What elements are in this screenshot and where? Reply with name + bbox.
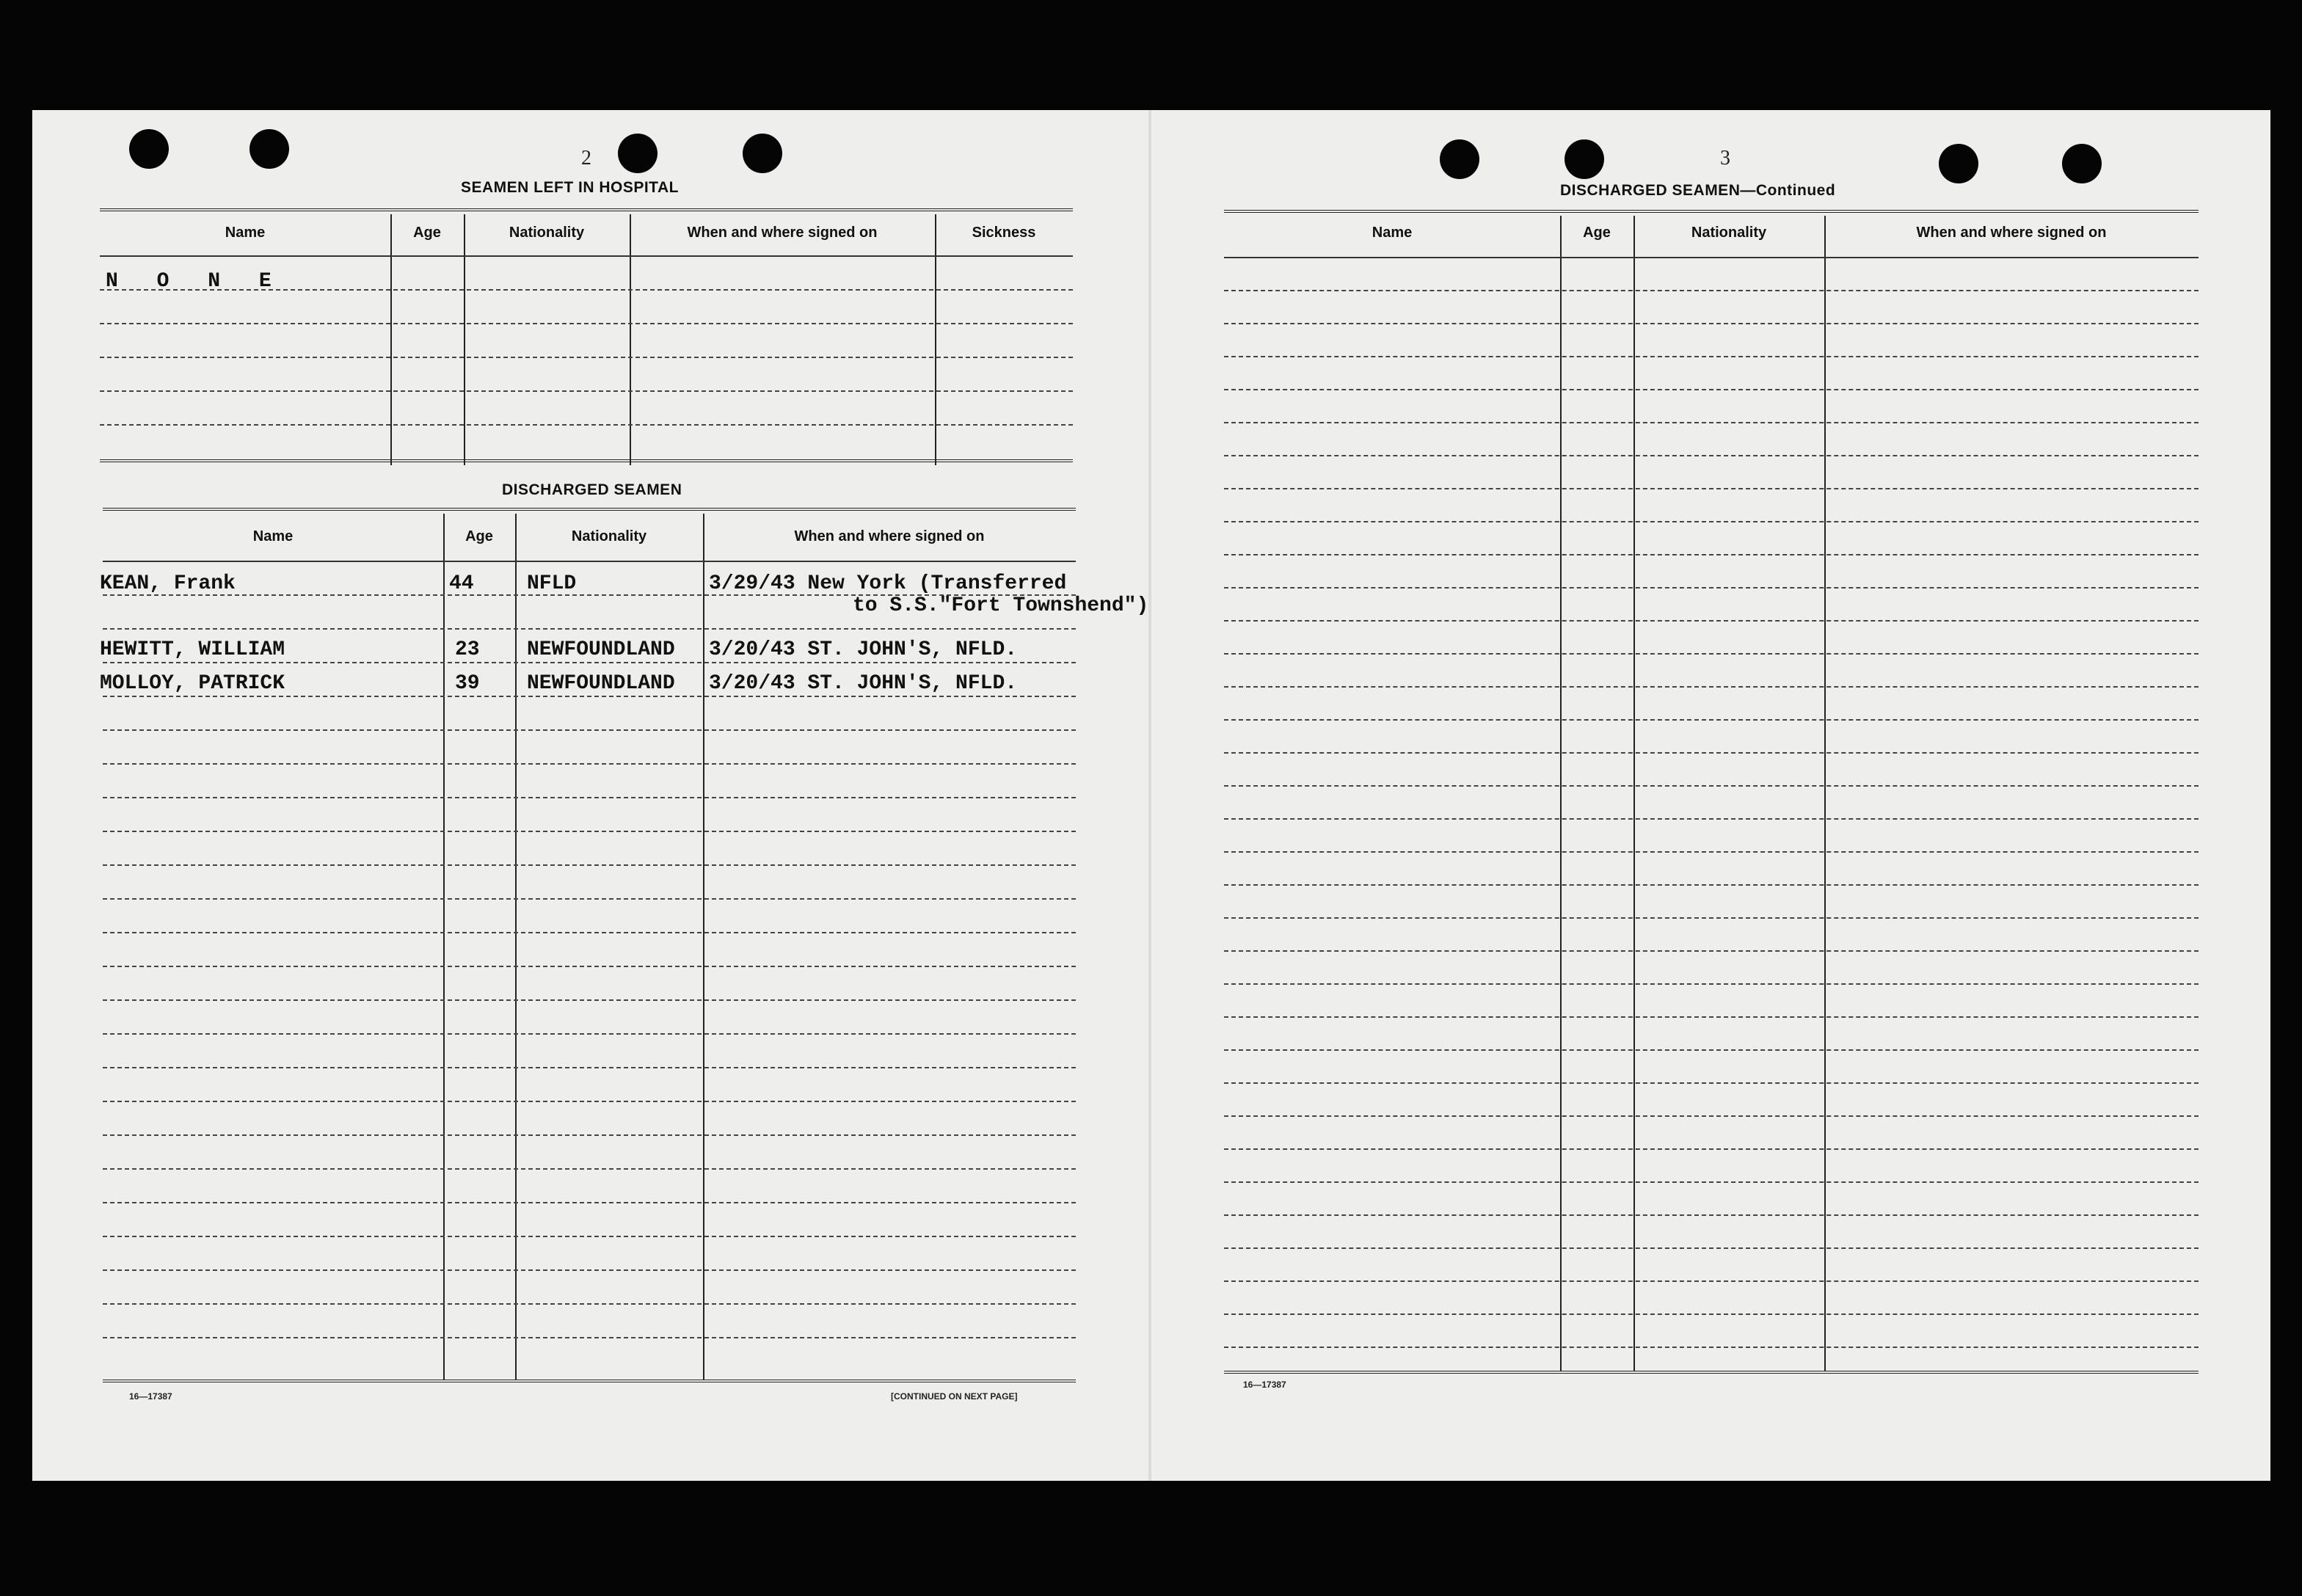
table-top-rule (103, 508, 1076, 511)
row-rule (103, 1269, 1076, 1271)
table-top-rule (100, 208, 1073, 211)
form-code-left: 16—17387 (129, 1391, 172, 1402)
seaman-age: 44 (449, 572, 474, 595)
column-header-nationality: Nationality (509, 225, 585, 241)
punch-hole (249, 129, 289, 169)
column-header-nationality: Nationality (571, 528, 647, 544)
seaman-name: MOLLOY, PATRICK (100, 672, 285, 695)
column-header-age: Age (465, 528, 493, 544)
column-header-name: Name (252, 528, 294, 544)
seaman-signed-on-continued: to S.S."Fort Townshend") (853, 594, 1149, 617)
punch-hole (1565, 139, 1604, 179)
seaman-nationality: NEWFOUNDLAND (527, 638, 675, 661)
row-rule (1224, 1280, 2199, 1282)
row-rule (1224, 488, 2199, 489)
page-number-left: 2 (581, 147, 591, 170)
continued-note: [CONTINUED ON NEXT PAGE] (891, 1391, 1018, 1402)
row-rule (1224, 983, 2199, 985)
column-header-nationality: Nationality (1691, 225, 1767, 241)
column-header-name: Name (225, 225, 266, 241)
table-bottom-rule (1224, 1371, 2199, 1374)
row-rule (1224, 686, 2199, 688)
column-header-signed-on: When and where signed on (794, 528, 985, 544)
row-rule (100, 357, 1073, 358)
row-rule (1224, 818, 2199, 820)
row-rule (1224, 323, 2199, 324)
row-rule (103, 1067, 1076, 1068)
row-rule (1224, 620, 2199, 622)
column-header-signed-on: When and where signed on (1916, 225, 2107, 241)
row-rule (103, 898, 1076, 900)
row-rule (1224, 1247, 2199, 1249)
row-rule (103, 966, 1076, 967)
column-divider (630, 214, 631, 465)
row-rule (1224, 785, 2199, 787)
column-divider (515, 514, 517, 1380)
row-rule (1224, 1082, 2199, 1084)
row-rule (103, 1033, 1076, 1035)
seaman-name: KEAN, Frank (100, 572, 236, 595)
row-rule (1224, 1181, 2199, 1183)
column-header-name: Name (1372, 225, 1413, 241)
row-rule (1224, 554, 2199, 555)
row-rule (1224, 653, 2199, 655)
seaman-signed-on: 3/20/43 ST. JOHN'S, NFLD. (709, 672, 1018, 695)
row-rule (1224, 719, 2199, 721)
header-rule (1224, 257, 2199, 258)
column-divider (935, 214, 936, 465)
header-rule (100, 255, 1073, 257)
seaman-nationality: NFLD (527, 572, 577, 595)
row-rule (1224, 917, 2199, 919)
table-bottom-rule (100, 459, 1073, 462)
row-rule (103, 1168, 1076, 1170)
table-bottom-rule (103, 1380, 1076, 1382)
hospital-entry-none: N O N E (106, 270, 285, 293)
row-rule (1224, 422, 2199, 423)
seaman-age: 23 (455, 638, 480, 661)
row-rule (103, 763, 1076, 765)
row-rule (103, 999, 1076, 1001)
row-rule (100, 424, 1073, 426)
hospital-section-title: SEAMEN LEFT IN HOSPITAL (461, 179, 679, 196)
row-rule (103, 628, 1076, 630)
column-divider (703, 514, 704, 1380)
right-section-title: DISCHARGED SEAMEN—Continued (1560, 182, 1836, 199)
row-rule (1224, 1214, 2199, 1216)
hospital-table (100, 208, 1073, 465)
header-rule (103, 561, 1076, 562)
row-rule (1224, 1115, 2199, 1117)
page-fold (1148, 110, 1151, 1481)
row-rule (1224, 884, 2199, 886)
form-code-right: 16—17387 (1243, 1380, 1286, 1390)
seaman-age: 39 (455, 672, 480, 695)
seaman-signed-on: 3/29/43 New York (Transferred (709, 572, 1067, 595)
row-rule (1224, 752, 2199, 754)
punch-hole (2062, 144, 2102, 183)
row-rule (1224, 455, 2199, 456)
row-rule (103, 831, 1076, 832)
table-top-rule (1224, 210, 2199, 213)
column-divider (390, 214, 392, 465)
row-rule (1224, 356, 2199, 357)
row-rule (1224, 1016, 2199, 1018)
row-rule (1224, 290, 2199, 291)
row-rule (103, 1101, 1076, 1102)
row-rule (103, 797, 1076, 798)
column-divider (464, 214, 465, 465)
punch-hole (1440, 139, 1479, 179)
row-rule (103, 1337, 1076, 1338)
seaman-signed-on: 3/20/43 ST. JOHN'S, NFLD. (709, 638, 1018, 661)
seaman-name: HEWITT, WILLIAM (100, 638, 285, 661)
row-rule (103, 696, 1076, 697)
row-rule (103, 1303, 1076, 1305)
row-rule (1224, 587, 2199, 589)
row-rule (103, 662, 1076, 663)
row-rule (103, 932, 1076, 933)
row-rule (1224, 1148, 2199, 1150)
row-rule (1224, 521, 2199, 522)
row-rule (103, 864, 1076, 866)
discharged-section-title: DISCHARGED SEAMEN (502, 481, 682, 498)
column-header-age: Age (1583, 225, 1611, 241)
row-rule (1224, 950, 2199, 952)
row-rule (1224, 1049, 2199, 1051)
punch-hole (743, 134, 782, 173)
row-rule (100, 323, 1073, 324)
column-divider (443, 514, 445, 1380)
row-rule (103, 1134, 1076, 1136)
seaman-nationality: NEWFOUNDLAND (527, 672, 675, 695)
row-rule (1224, 389, 2199, 390)
row-rule (1224, 1347, 2199, 1348)
discharged-table (100, 508, 1149, 1385)
column-header-signed-on: When and where signed on (687, 225, 878, 241)
punch-hole (129, 129, 169, 169)
column-header-age: Age (413, 225, 441, 241)
row-rule (103, 729, 1076, 731)
discharged-continued-table (1224, 210, 2199, 1377)
punch-hole (1939, 144, 1978, 183)
row-rule (103, 1236, 1076, 1237)
row-rule (1224, 851, 2199, 853)
page-number-right: 3 (1720, 147, 1730, 170)
row-rule (1224, 1313, 2199, 1315)
row-rule (100, 390, 1073, 392)
row-rule (103, 1202, 1076, 1203)
punch-hole (618, 134, 658, 173)
column-header-sickness: Sickness (972, 225, 1036, 241)
